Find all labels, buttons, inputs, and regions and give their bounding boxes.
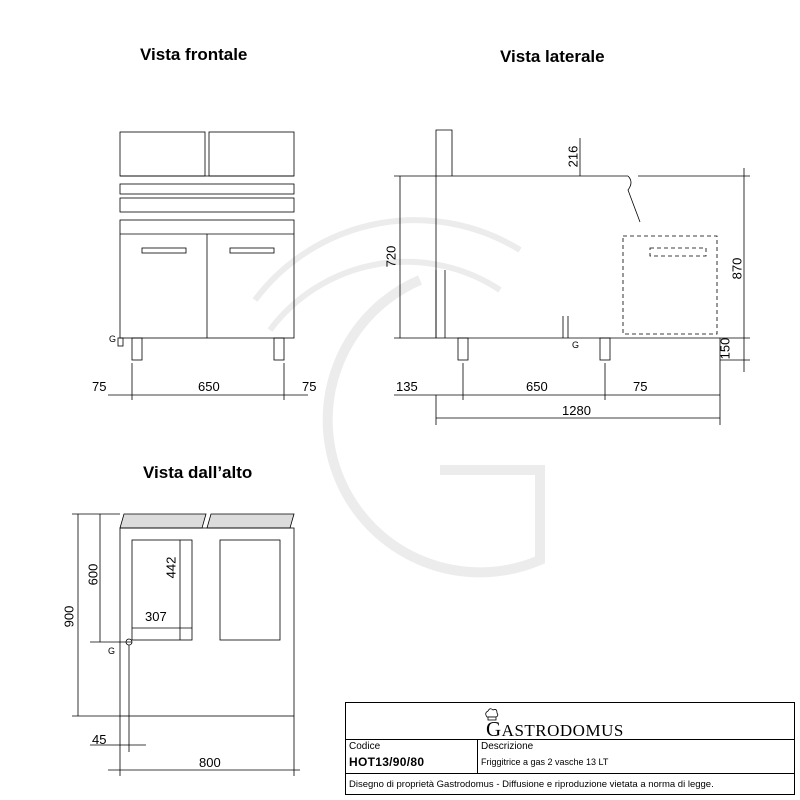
code-label: Codice — [349, 741, 381, 752]
top-dim-442: 442 — [163, 556, 179, 579]
front-view-drawing — [108, 132, 308, 400]
top-dim-307: 307 — [145, 609, 167, 624]
front-dim-center: 650 — [198, 379, 220, 394]
top-dim-800: 800 — [199, 755, 221, 770]
side-dim-1280: 1280 — [562, 403, 591, 418]
front-gas-marker: G — [109, 334, 117, 344]
side-dim-650: 650 — [526, 379, 548, 394]
side-dim-216: 216 — [565, 145, 581, 168]
side-gas-marker: G — [572, 340, 580, 350]
side-view-drawing — [394, 130, 750, 425]
top-dim-45: 45 — [92, 732, 107, 747]
side-dim-150: 150 — [717, 337, 733, 360]
top-view-title: Vista dall’alto — [143, 463, 253, 482]
title-block — [345, 702, 795, 795]
description-cell — [478, 739, 794, 774]
side-dim-720: 720 — [383, 245, 399, 268]
brand-logo-text: GASTRODOMUS — [486, 717, 624, 741]
code-cell — [346, 739, 478, 774]
side-dim-870: 870 — [729, 257, 745, 280]
watermark-icon — [255, 220, 540, 572]
top-dim-600: 600 — [85, 563, 101, 586]
description-label: Descrizione — [481, 741, 534, 752]
top-dim-900: 900 — [61, 605, 77, 628]
side-dim-75: 75 — [633, 379, 648, 394]
front-dim-right: 75 — [302, 379, 317, 394]
side-dim-135: 135 — [396, 379, 418, 394]
side-view-title: Vista laterale — [500, 47, 605, 66]
title-block-logo-row — [346, 703, 794, 740]
description-value: Friggitrice a gas 2 vasche 13 LT — [481, 757, 609, 767]
front-view-title: Vista frontale — [140, 45, 248, 64]
copyright-footer: Disegno di proprietà Gastrodomus - Diffusione e riproduzione vietata a norma di legge. — [349, 779, 714, 790]
front-dim-left: 75 — [92, 379, 107, 394]
top-gas-marker: G — [108, 646, 116, 656]
code-value: HOT13/90/80 — [349, 755, 425, 769]
